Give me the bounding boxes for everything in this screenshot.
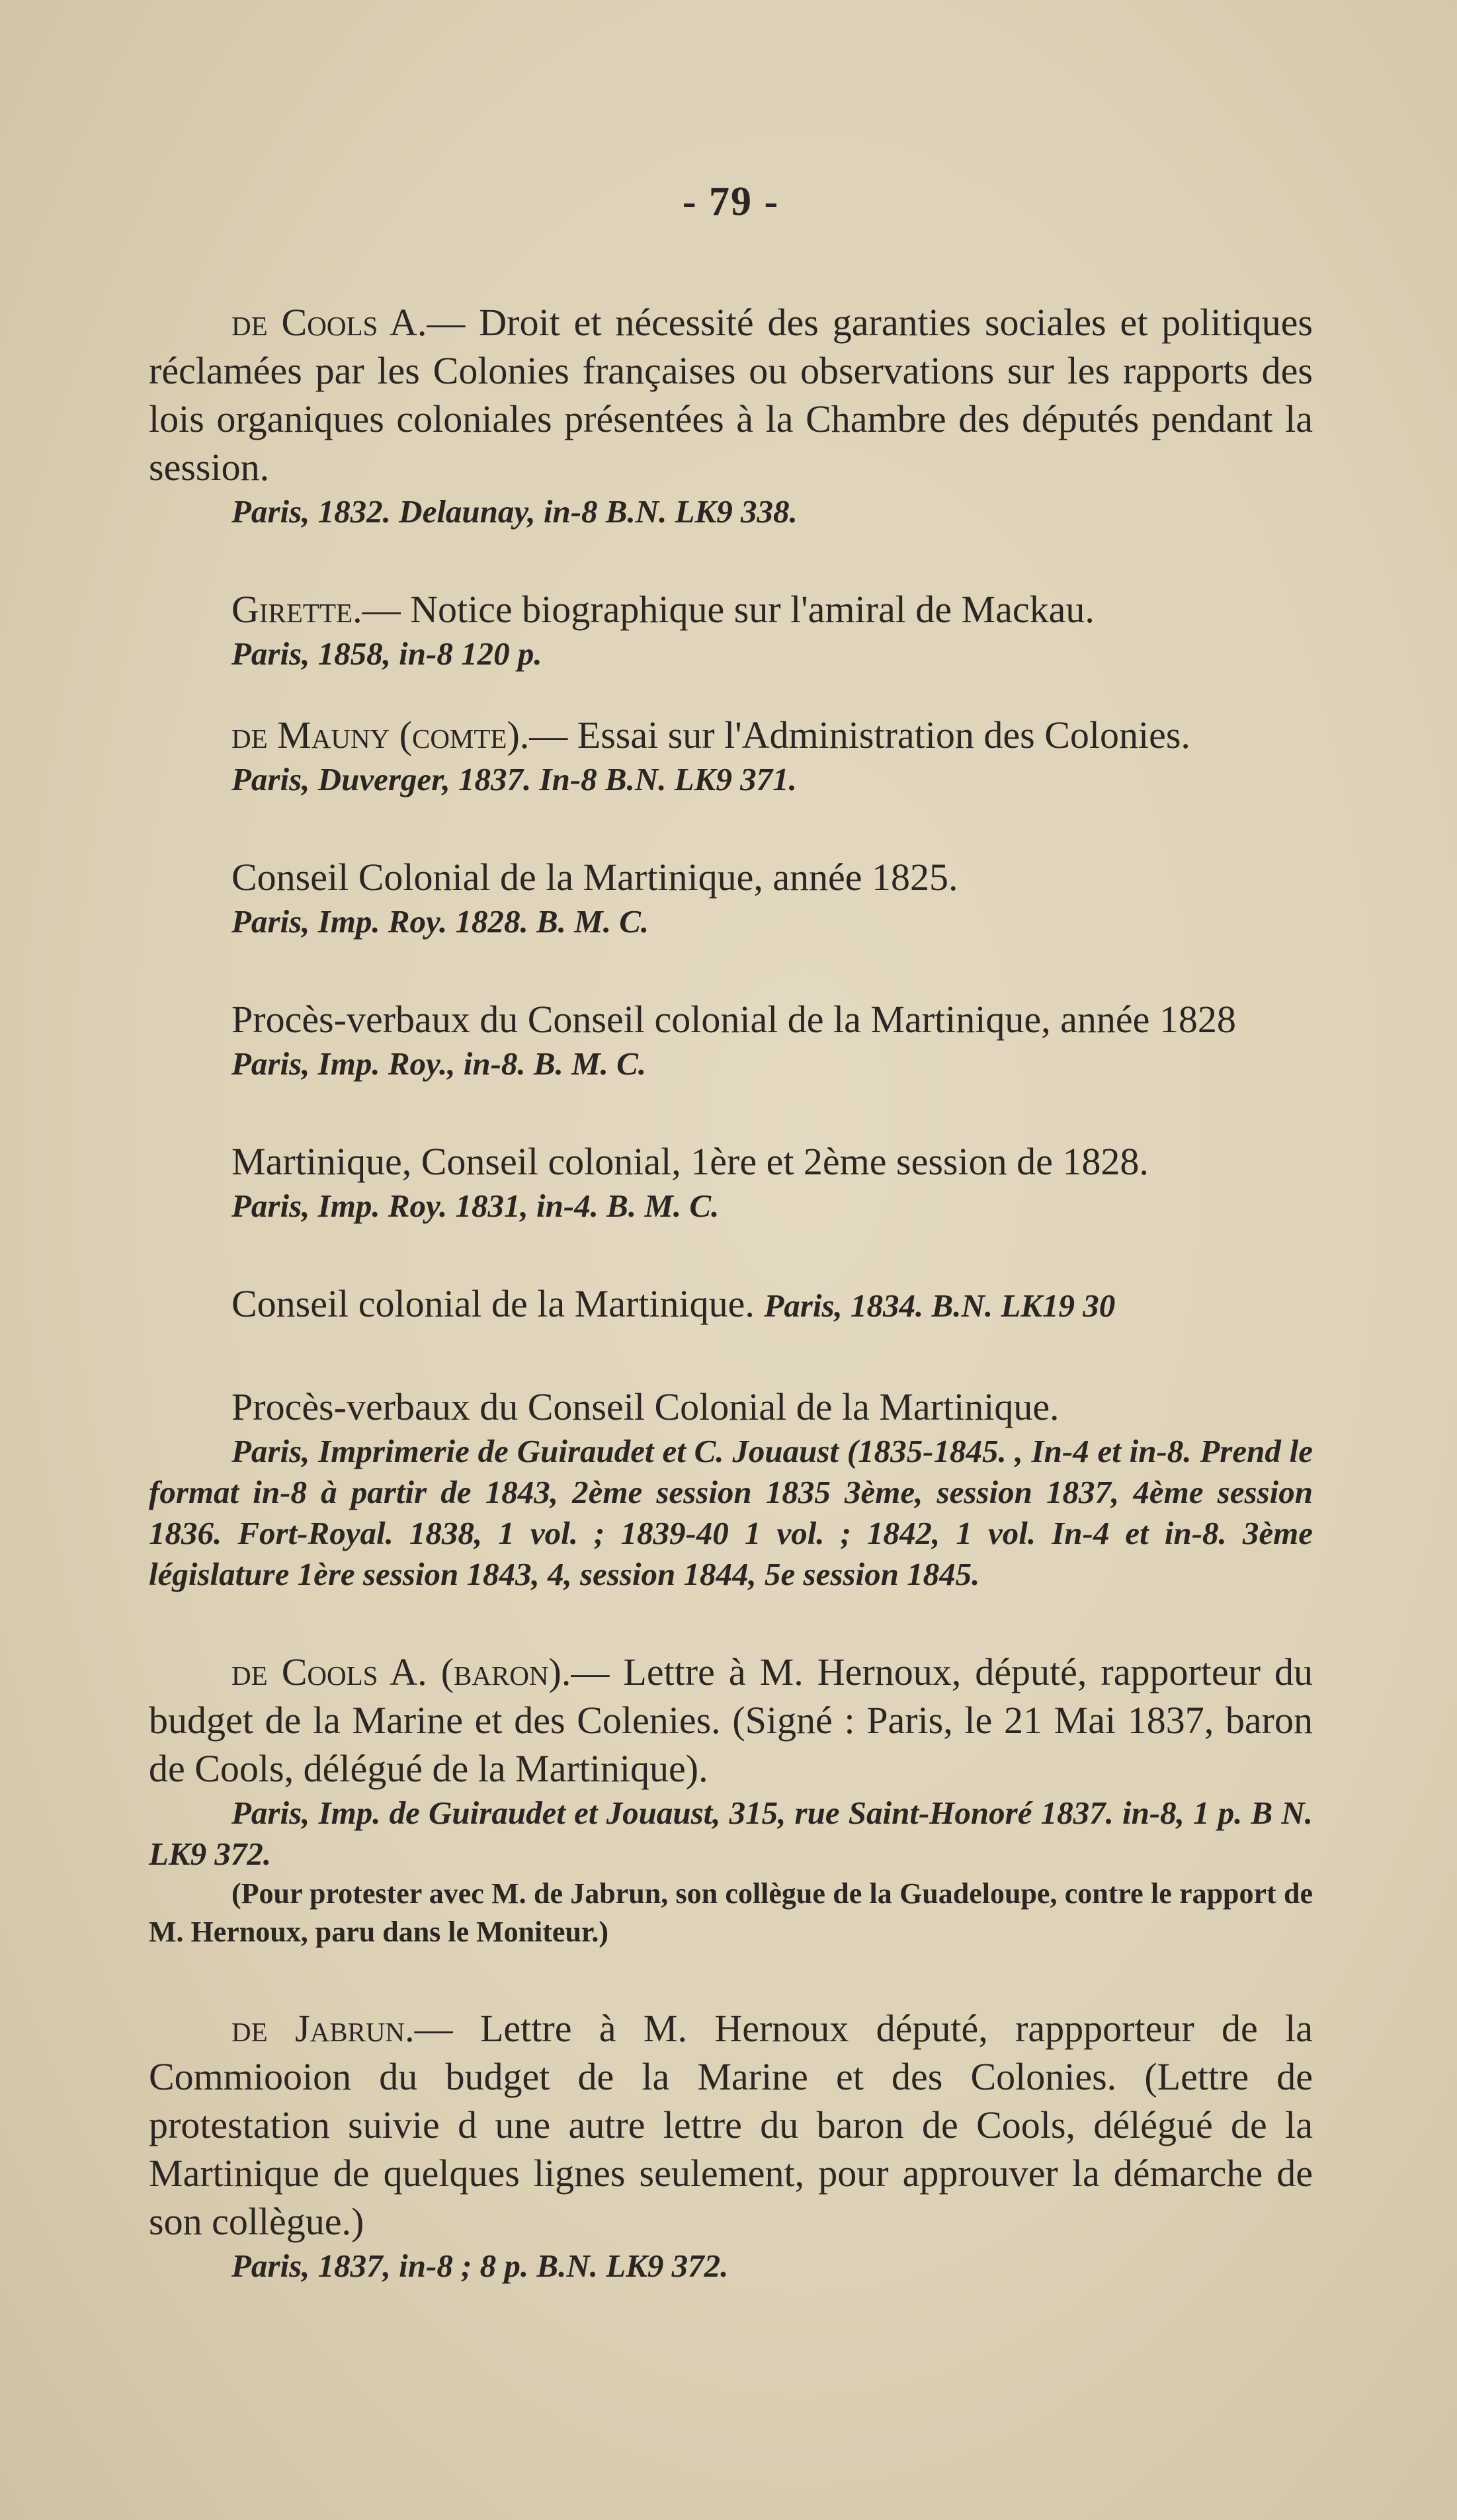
entry-body: [149, 2004, 1313, 2246]
entry-text: Conseil colonial de la Martinique.: [231, 1282, 755, 1325]
entry-publication: Paris, 1832. Delaunay, in-8 B.N. LK9 338.: [231, 493, 798, 530]
entry-body: [149, 298, 1313, 491]
bibliography-entry: [149, 1280, 1313, 1330]
entry-text: — Lettre à M. Hernoux député, rappporteur de la Commiooion du budget de la Marine et des Colonies. (Lettre de protestation suivie d une autre lettre du baron de Cools, délégué de la Martinique de quelques lignes seulement, pour approuver la démarche de son collègue.): [149, 2007, 1313, 2243]
entry-author: de Mauny (comte).: [231, 713, 530, 756]
entry-author: de Cools A.: [231, 301, 427, 344]
entry-note: (Pour protester avec M. de Jabrun, son collègue de la Guadeloupe, contre le rapport de M. Hernoux, paru dans le Moniteur.): [149, 1877, 1313, 1948]
entry-text: — Essai sur l'Administration des Colonies.: [529, 713, 1190, 756]
entry-publication: Paris, Imp. Roy. 1828. B. M. C.: [231, 903, 649, 940]
entry-publication: Paris, Duverger, 1837. In-8 B.N. LK9 371.: [231, 761, 797, 797]
bibliography-entry: [149, 853, 1313, 942]
entry-body: [149, 711, 1313, 759]
entry-publication: Paris, Imprimerie de Guiraudet et C. Jouaust (1835-1845. , In-4 et in-8. Prend le format in-8 à partir de 1843, 2ème session 1835 3ème, session 1837, 4ème session 1836. Fort-Royal. 1838, 1 vol. ; 1839-40 1 vol. ; 1842, 1 vol. In-4 et in-8. 3ème législature 1ère session 1843, 4, session 1844, 5e session 1845.: [149, 1433, 1313, 1592]
bibliography-entry: [149, 298, 1313, 532]
entry-text: Procès-verbaux du Conseil Colonial de la Martinique.: [231, 1385, 1060, 1428]
entry-publication: Paris, Imp. Roy., in-8. B. M. C.: [231, 1045, 647, 1082]
bibliography-entry: [149, 1137, 1313, 1227]
bibliography-entry: [149, 995, 1313, 1084]
entry-text: Procès-verbaux du Conseil colonial de la Martinique, année 1828: [231, 998, 1236, 1041]
entry-text: — Notice biographique sur l'amiral de Mackau.: [362, 588, 1095, 631]
entry-body: [149, 1648, 1313, 1793]
entry-publication: Paris, 1837, in-8 ; 8 p. B.N. LK9 372.: [231, 2248, 729, 2284]
entry-author: Girette.: [231, 588, 362, 631]
entry-publication: Paris, Imp. de Guiraudet et Jouaust, 315, rue Saint-Honoré 1837. in-8, 1 p. B N. LK9 372.: [149, 1795, 1313, 1872]
entry-body: [149, 585, 1313, 633]
entry-text: Martinique, Conseil colonial, 1ère et 2ème session de 1828.: [231, 1140, 1149, 1183]
entry-text: — Lettre à M. Hernoux, député, rapporteur du budget de la Marine et des Colenies. (Signé : Paris, le 21 Mai 1837, baron de Cools, délégué de la Martinique).: [149, 1650, 1313, 1790]
bibliography-entry: [149, 1383, 1313, 1595]
entry-publication: Paris, 1858, in-8 120 p.: [231, 635, 542, 672]
entry-body: [149, 1280, 1313, 1330]
entry-text: — Droit et nécessité des garanties sociales et politiques réclamées par les Colonies françaises ou observations sur les rapports des lois organiques coloniales présentées à la Chambre des députés pendant la session.: [149, 301, 1313, 489]
bibliography-entry: [149, 1648, 1313, 1951]
bibliography-entry: [149, 2004, 1313, 2287]
page-number: - 79 -: [682, 179, 780, 224]
page-text: [149, 179, 1313, 2287]
bibliography-entry: [149, 585, 1313, 674]
bibliography-entry: [149, 711, 1313, 800]
entry-text: Conseil Colonial de la Martinique, année 1825.: [231, 856, 958, 899]
entry-author: de Jabrun.: [231, 2007, 415, 2050]
entry-publication: Paris, Imp. Roy. 1831, in-4. B. M. C.: [231, 1188, 720, 1224]
entry-publication: Paris, 1834. B.N. LK19 30: [764, 1287, 1116, 1324]
entry-author: de Cools A. (baron).: [231, 1650, 571, 1693]
